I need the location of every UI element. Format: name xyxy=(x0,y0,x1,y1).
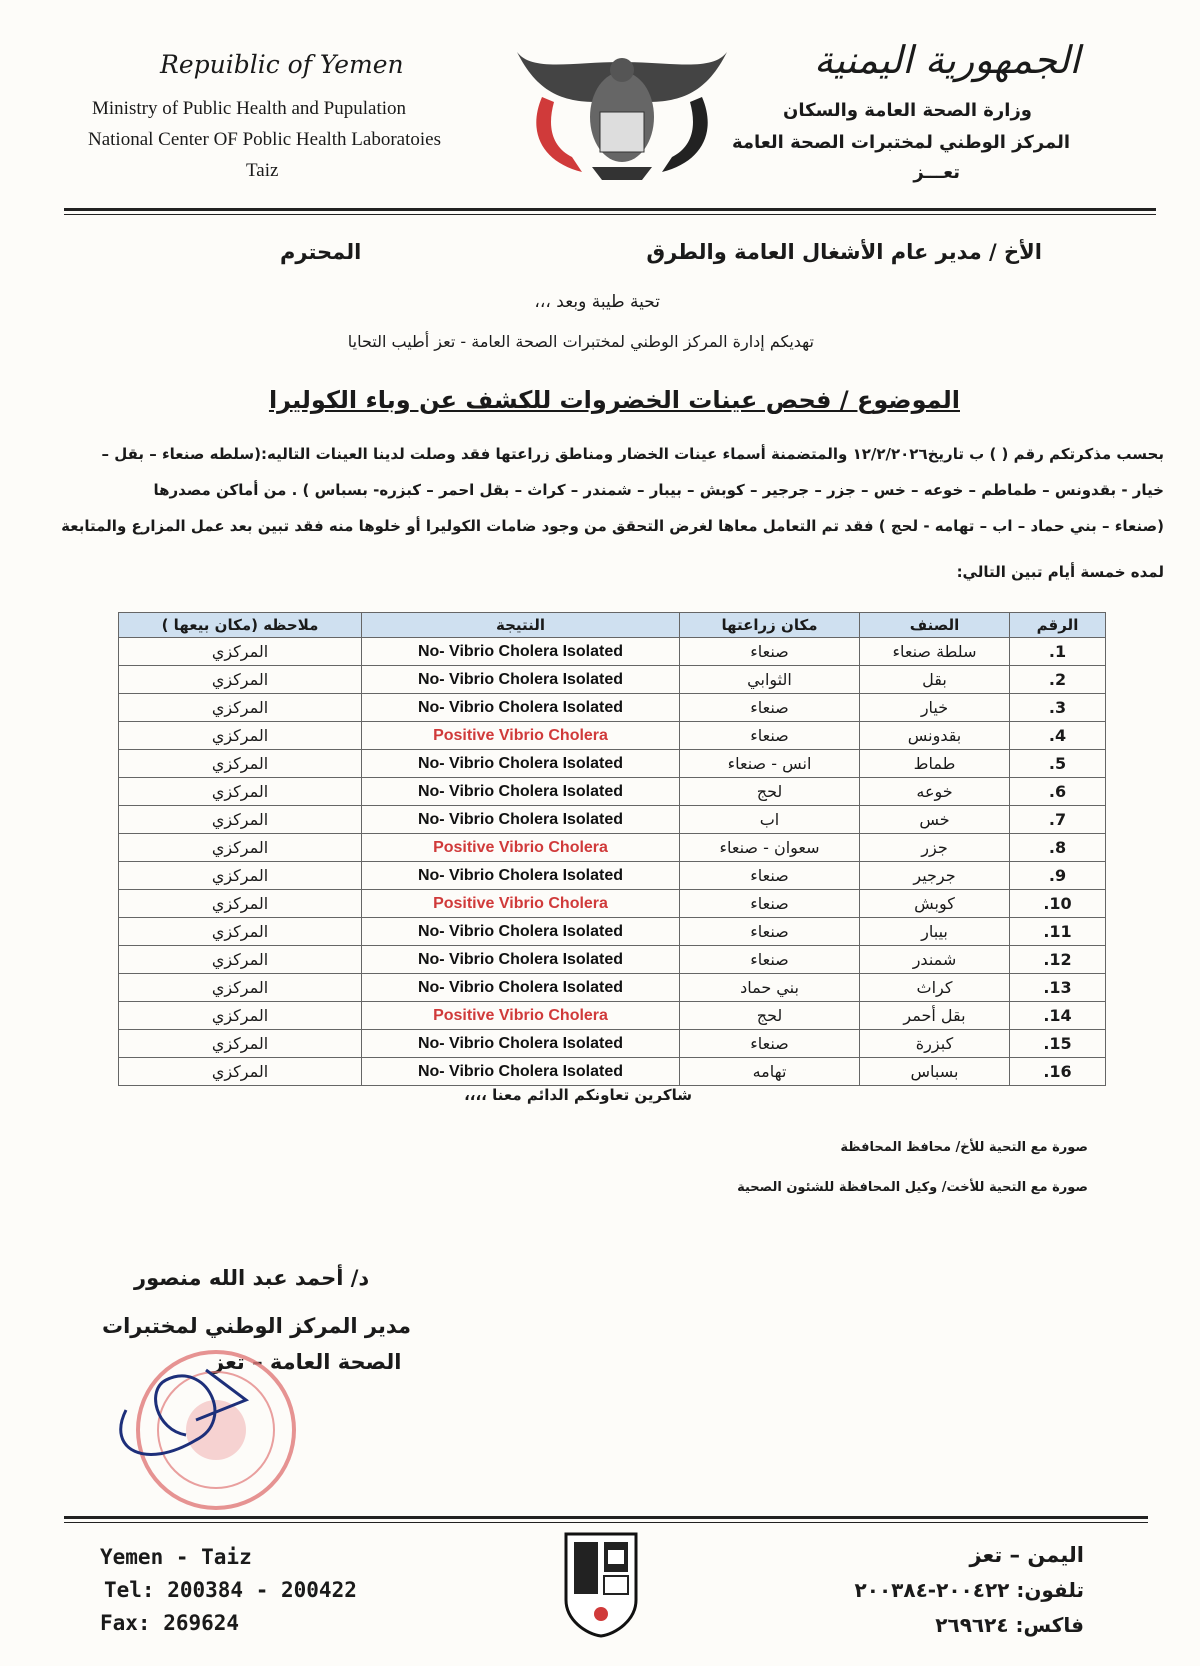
row-origin: صنعاء xyxy=(680,1030,860,1058)
table-row xyxy=(119,1002,1106,1030)
row-num: 7. xyxy=(1010,806,1106,834)
row-item: بقدونس xyxy=(860,722,1010,750)
table-row xyxy=(119,778,1106,806)
en-country-title: Repuiblic of Yemen xyxy=(160,50,404,79)
row-note: المركزي xyxy=(119,1030,362,1058)
row-result: Positive Vibrio Cholera xyxy=(362,890,680,918)
row-note: المركزي xyxy=(119,806,362,834)
official-stamp-icon xyxy=(86,1340,326,1520)
body-line-3: (صنعاء – بني حماد – اب – تهامه - لحج ) فقد تم التعامل معاها لغرض التحقق من وجود ضامات الكوليرا أو خلوها منه فقد تبين بعد عمل المزارع والمتابعة xyxy=(61,517,1164,535)
row-num: 10. xyxy=(1010,890,1106,918)
header-rule-thin xyxy=(64,214,1156,215)
footer-rule xyxy=(64,1516,1148,1519)
row-origin: تهامه xyxy=(680,1058,860,1086)
row-result: No- Vibrio Cholera Isolated xyxy=(362,694,680,722)
center-logo-icon xyxy=(560,1530,642,1638)
row-origin: انس - صنعاء xyxy=(680,750,860,778)
footer-ar-tel: تلفون: ٢٠٠٤٢٢-٢٠٠٣٨٤ xyxy=(854,1578,1084,1602)
table-row xyxy=(119,918,1106,946)
row-result: No- Vibrio Cholera Isolated xyxy=(362,638,680,666)
row-item: بقل xyxy=(860,666,1010,694)
row-result: No- Vibrio Cholera Isolated xyxy=(362,778,680,806)
header-note: ملاحظه (مكان بيعها ) xyxy=(119,613,362,638)
row-note: المركزي xyxy=(119,694,362,722)
row-result: No- Vibrio Cholera Isolated xyxy=(362,806,680,834)
table-row xyxy=(119,1030,1106,1058)
row-origin: سعوان - صنعاء xyxy=(680,834,860,862)
table-row xyxy=(119,834,1106,862)
header-num: الرقم xyxy=(1010,613,1106,638)
table-header-row xyxy=(119,613,1106,638)
row-item: كوبش xyxy=(860,890,1010,918)
greeting: تحية طيبة وبعد ،،، xyxy=(534,292,660,312)
table-row xyxy=(119,666,1106,694)
row-result: Positive Vibrio Cholera xyxy=(362,834,680,862)
row-origin: صنعاء xyxy=(680,946,860,974)
en-ministry: Ministry of Public Health and Pupulation xyxy=(92,98,407,119)
intro: تهديكم إدارة المركز الوطني لمختبرات الصحة العامة - تعز أطيب التحايا xyxy=(347,332,814,351)
row-origin: صنعاء xyxy=(680,638,860,666)
row-item: خوعه xyxy=(860,778,1010,806)
row-origin: صنعاء xyxy=(680,890,860,918)
row-note: المركزي xyxy=(119,946,362,974)
table-row xyxy=(119,722,1106,750)
row-item: خيار xyxy=(860,694,1010,722)
row-result: No- Vibrio Cholera Isolated xyxy=(362,918,680,946)
body-line-1: بحسب مذكرتكم رقم ( ) ب تاريخ١٢/٢/٢٠٢٦ والمتضمنة أسماء عينات الخضار ومناطق زراعتها فقد وصلت لدينا العينات التاليه:(سلطه صنعاء – بقل – xyxy=(101,445,1164,463)
row-note: المركزي xyxy=(119,666,362,694)
row-result: Positive Vibrio Cholera xyxy=(362,722,680,750)
row-item: خس xyxy=(860,806,1010,834)
row-num: 4. xyxy=(1010,722,1106,750)
row-result: No- Vibrio Cholera Isolated xyxy=(362,974,680,1002)
row-item: بقل أحمر xyxy=(860,1002,1010,1030)
row-origin: صنعاء xyxy=(680,918,860,946)
honorific: المحترم xyxy=(280,240,362,264)
ar-city: تعـــز xyxy=(913,162,960,183)
ar-country-title: الجمهورية اليمنية xyxy=(813,38,1080,82)
row-note: المركزي xyxy=(119,974,362,1002)
row-item: جزر xyxy=(860,834,1010,862)
row-result: No- Vibrio Cholera Isolated xyxy=(362,862,680,890)
footer-en-tel: Tel: 200384 - 200422 xyxy=(104,1578,357,1602)
row-note: المركزي xyxy=(119,750,362,778)
row-origin: لحج xyxy=(680,1002,860,1030)
row-num: 16. xyxy=(1010,1058,1106,1086)
row-item: كبزرة xyxy=(860,1030,1010,1058)
row-note: المركزي xyxy=(119,722,362,750)
row-num: 12. xyxy=(1010,946,1106,974)
signer-name: د/ أحمد عبد الله منصور xyxy=(134,1266,370,1290)
row-note: المركزي xyxy=(119,862,362,890)
eagle-emblem-icon xyxy=(512,42,732,182)
row-note: المركزي xyxy=(119,638,362,666)
addressee: الأخ / مدير عام الأشغال العامة والطرق xyxy=(646,240,1042,264)
table-row xyxy=(119,806,1106,834)
row-result: No- Vibrio Cholera Isolated xyxy=(362,750,680,778)
row-note: المركزي xyxy=(119,778,362,806)
table-row xyxy=(119,638,1106,666)
samples-table xyxy=(118,612,1106,1086)
footer-en-city: Yemen - Taiz xyxy=(100,1545,252,1569)
row-item: سلطة صنعاء xyxy=(860,638,1010,666)
row-note: المركزي xyxy=(119,890,362,918)
ar-ministry: وزارة الصحة العامة والسكان xyxy=(783,100,1032,121)
row-item: طماط xyxy=(860,750,1010,778)
header-result: النتيجة xyxy=(362,613,680,638)
body-line-4: لمده خمسة أيام تبين التالي: xyxy=(956,563,1164,581)
row-num: 15. xyxy=(1010,1030,1106,1058)
row-result: No- Vibrio Cholera Isolated xyxy=(362,1058,680,1086)
footer-ar-fax: فاكس: ٢٦٩٦٢٤ xyxy=(935,1613,1084,1637)
cc-line-2: صورة مع التحية للأخت/ وكيل المحافظة للشئون الصحية xyxy=(737,1180,1088,1195)
en-center: National Center OF Poblic Health Laboratoies xyxy=(88,129,441,150)
row-result: Positive Vibrio Cholera xyxy=(362,1002,680,1030)
header-rule xyxy=(64,208,1156,211)
row-origin: صنعاء xyxy=(680,722,860,750)
row-num: 13. xyxy=(1010,974,1106,1002)
row-item: بسباس xyxy=(860,1058,1010,1086)
row-item: كراث xyxy=(860,974,1010,1002)
row-note: المركزي xyxy=(119,918,362,946)
header-origin: مكان زراعتها xyxy=(680,613,860,638)
en-city: Taiz xyxy=(246,160,279,181)
row-origin: لحج xyxy=(680,778,860,806)
row-num: 2. xyxy=(1010,666,1106,694)
row-num: 9. xyxy=(1010,862,1106,890)
cc-line-1: صورة مع التحية للأخ/ محافظ المحافظة xyxy=(840,1140,1088,1155)
row-origin: صنعاء xyxy=(680,862,860,890)
row-origin: الثوابي xyxy=(680,666,860,694)
row-num: 14. xyxy=(1010,1002,1106,1030)
row-num: 1. xyxy=(1010,638,1106,666)
signer-title-1: مدير المركز الوطني لمختبرات xyxy=(102,1314,411,1338)
row-num: 6. xyxy=(1010,778,1106,806)
signer-title-2: الصحة العامة – تعز xyxy=(212,1350,402,1374)
thanks: شاكرين تعاونكم الدائم معنا ،،،، xyxy=(464,1086,692,1104)
row-item: جرجير xyxy=(860,862,1010,890)
row-origin: صنعاء xyxy=(680,694,860,722)
body-line-2: خيار - بقدونس – طماطم – خوعه – خس – جزر – جرجير – كوبش – بيبار – شمندر – كراث – بقل احمر – كبزره- بسباس ) . من أماكن مصدرها xyxy=(153,481,1164,499)
row-num: 8. xyxy=(1010,834,1106,862)
row-result: No- Vibrio Cholera Isolated xyxy=(362,1030,680,1058)
footer-ar-city: اليمن – تعز xyxy=(969,1543,1084,1567)
table-row xyxy=(119,946,1106,974)
row-note: المركزي xyxy=(119,1058,362,1086)
table-row xyxy=(119,694,1106,722)
footer-en-fax: Fax: 269624 xyxy=(100,1611,240,1635)
row-item: بيبار xyxy=(860,918,1010,946)
row-num: 5. xyxy=(1010,750,1106,778)
row-origin: بني حماد xyxy=(680,974,860,1002)
row-item: شمندر xyxy=(860,946,1010,974)
table-row xyxy=(119,862,1106,890)
table-row xyxy=(119,1058,1106,1086)
table-row xyxy=(119,890,1106,918)
row-result: No- Vibrio Cholera Isolated xyxy=(362,666,680,694)
row-note: المركزي xyxy=(119,834,362,862)
table-row xyxy=(119,974,1106,1002)
row-origin: اب xyxy=(680,806,860,834)
subject: الموضوع / فحص عينات الخضروات للكشف عن وباء الكوليرا xyxy=(268,386,960,414)
ar-center: المركز الوطني لمختبرات الصحة العامة xyxy=(731,132,1070,153)
row-num: 3. xyxy=(1010,694,1106,722)
row-note: المركزي xyxy=(119,1002,362,1030)
footer-rule-thin xyxy=(64,1522,1148,1523)
row-result: No- Vibrio Cholera Isolated xyxy=(362,946,680,974)
row-num: 11. xyxy=(1010,918,1106,946)
header-item: الصنف xyxy=(860,613,1010,638)
table-row xyxy=(119,750,1106,778)
